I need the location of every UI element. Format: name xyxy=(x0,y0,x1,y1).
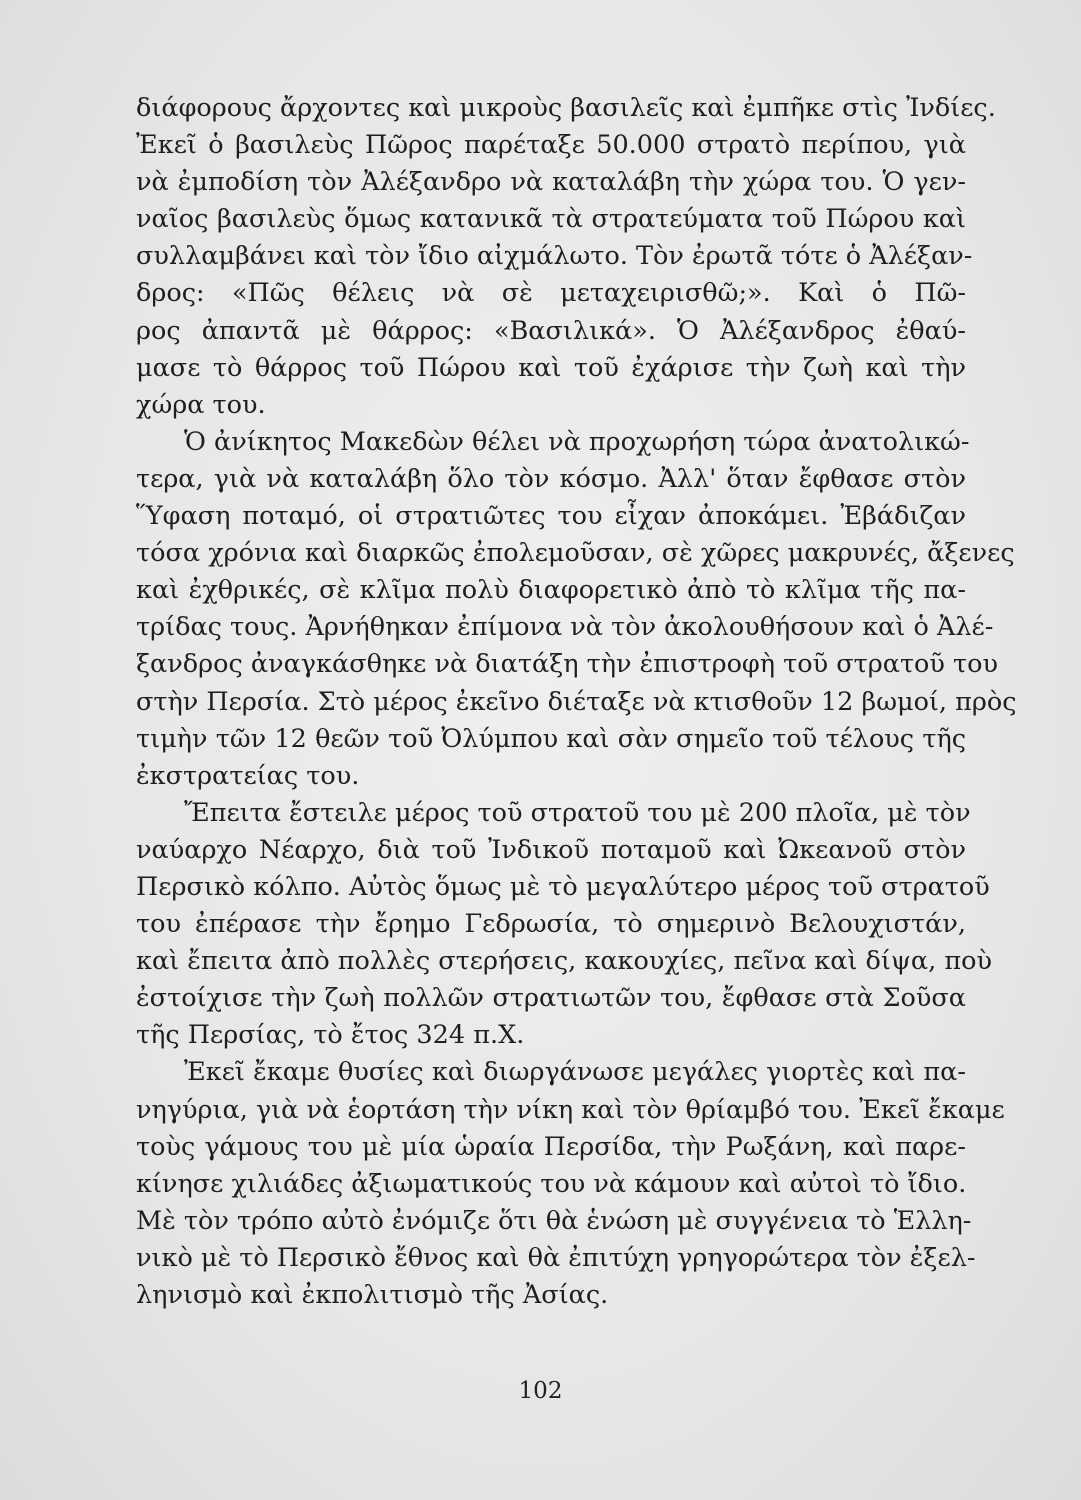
paragraph-1 xyxy=(136,90,996,424)
text-line: ναῖος βασιλεὺς ὅμως κατανικᾶ τὰ στρατεύματα τοῦ Πώρου καὶ xyxy=(136,204,966,235)
text-line: τοὺς γάμους του μὲ μία ὡραία Περσίδα, τὴν Ρωξάνη, καὶ παρε- xyxy=(136,1131,966,1162)
text-line: στὴν Περσία. Στὸ μέρος ἐκεῖνο διέταξε νὰ κτισθοῦν 12 βωμοί, πρὸς xyxy=(136,686,1017,717)
text-line: τῆς Περσίας, τὸ ἔτος 324 π.Χ. xyxy=(136,1020,525,1051)
text-line: ἐστοίχισε τὴν ζωὴ πολλῶν στρατιωτῶν του, ἔφθασε στὰ Σοῦσα xyxy=(136,983,966,1014)
text-line: Ἐκεῖ ἔκαμε θυσίες καὶ διωργάνωσε μεγάλες γιορτὲς καὶ πα- xyxy=(184,1057,966,1088)
text-line: Περσικὸ κόλπο. Αὐτὸς ὅμως μὲ τὸ μεγαλύτερο μέρος τοῦ στρατοῦ xyxy=(136,871,990,902)
paragraph-3 xyxy=(136,795,992,1055)
text-line: ξανδρος ἀναγκάσθηκε νὰ διατάξη τὴν ἐπιστροφὴ τοῦ στρατοῦ του xyxy=(136,649,998,680)
text-line: καὶ ἐχθρικές, σὲ κλῖμα πολὺ διαφορετικὸ ἀπὸ τὸ κλῖμα τῆς πα- xyxy=(136,575,966,606)
text-line: δρος: «Πῶς θέλεις νὰ σὲ μεταχειρισθῶ;». Καὶ ὁ Πῶ- xyxy=(136,278,966,309)
paragraph-4 xyxy=(136,1054,1005,1314)
text-line: ρος ἀπαντᾶ μὲ θάρρος: «Βασιλικά». Ὁ Ἀλέξανδρος ἐθαύ- xyxy=(136,315,966,346)
text-line: Ὕφαση ποταμό, οἱ στρατιῶτες του εἶχαν ἀποκάμει. Ἐβάδιζαν xyxy=(136,501,966,532)
text-line: μασε τὸ θάρρος τοῦ Πώρου καὶ τοῦ ἐχάρισε τὴν ζωὴ καὶ τὴν xyxy=(136,352,966,383)
text-line: καὶ ἔπειτα ἀπὸ πολλὲς στερήσεις, κακουχίες, πεῖνα καὶ δίψα, ποὺ xyxy=(136,946,992,977)
text-line: διάφορους ἄρχοντες καὶ μικροὺς βασιλεῖς καὶ ἐμπῆκε στὶς Ἰνδίες. xyxy=(136,93,996,123)
page-number: 102 xyxy=(518,1378,563,1404)
text-line: Ἔπειτα ἔστειλε μέρος τοῦ στρατοῦ του μὲ 200 πλοῖα, μὲ τὸν xyxy=(184,797,971,828)
paragraph-2 xyxy=(136,424,1017,795)
text-line: ληνισμὸ καὶ ἐκπολιτισμὸ τῆς Ἀσίας. xyxy=(136,1280,609,1310)
text-line: τόσα χρόνια καὶ διαρκῶς ἐπολεμοῦσαν, σὲ χῶρες μακρυνές, ἄξενες xyxy=(136,538,1015,569)
text-line: του ἐπέρασε τὴν ἔρημο Γεδρωσία, τὸ σημερινὸ Βελουχιστάν, xyxy=(136,909,966,940)
text-line: χώρα του. xyxy=(136,389,266,420)
text-line: τρίδας τους. Ἀρνήθηκαν ἐπίμονα νὰ τὸν ἀκολουθήσουν καὶ ὁ Ἀλέ- xyxy=(136,612,994,643)
text-line: νικὸ μὲ τὸ Περσικὸ ἔθνος καὶ θὰ ἐπιτύχη γρηγορώτερα τὸν ἐξελ- xyxy=(136,1242,976,1273)
text-line: νηγύρια, γιὰ νὰ ἑορτάση τὴν νίκη καὶ τὸν θρίαμβό του. Ἐκεῖ ἔκαμε xyxy=(136,1094,1005,1125)
text-line: νὰ ἐμποδίση τὸν Ἀλέξανδρο νὰ καταλάβη τὴν χώρα του. Ὁ γεν- xyxy=(136,167,966,198)
text-line: τερα, γιὰ νὰ καταλάβη ὅλο τὸν κόσμο. Ἀλλ' ὅταν ἔφθασε στὸν xyxy=(136,463,966,494)
text-line: ἐκστρατείας του. xyxy=(136,760,360,791)
text-line: κίνησε χιλιάδες ἀξιωματικούς του νὰ κάμουν καὶ αὐτοὶ τὸ ἴδιο. xyxy=(136,1168,967,1199)
text-line: Μὲ τὸν τρόπο αὐτὸ ἐνόμιζε ὅτι θὰ ἑνώση μὲ συγγένεια τὸ Ἑλλη- xyxy=(136,1205,972,1236)
text-line: συλλαμβάνει καὶ τὸν ἴδιο αἰχμάλωτο. Τὸν ἐρωτᾶ τότε ὁ Ἀλέξαν- xyxy=(136,241,973,272)
text-line: ναύαρχο Νέαρχο, διὰ τοῦ Ἰνδικοῦ ποταμοῦ καὶ Ὠκεανοῦ στὸν xyxy=(136,834,966,865)
body-text xyxy=(136,90,1017,1314)
text-line: Ἐκεῖ ὁ βασιλεὺς Πῶρος παρέταξε 50.000 στρατὸ περίπου, γιὰ xyxy=(136,130,966,161)
text-line: τιμὴν τῶν 12 θεῶν τοῦ Ὀλύμπου καὶ σὰν σημεῖο τοῦ τέλους τῆς xyxy=(136,723,966,754)
text-line: Ὁ ἀνίκητος Μακεδὼν θέλει νὰ προχωρήση τώρα ἀνατολικώ- xyxy=(184,426,970,457)
